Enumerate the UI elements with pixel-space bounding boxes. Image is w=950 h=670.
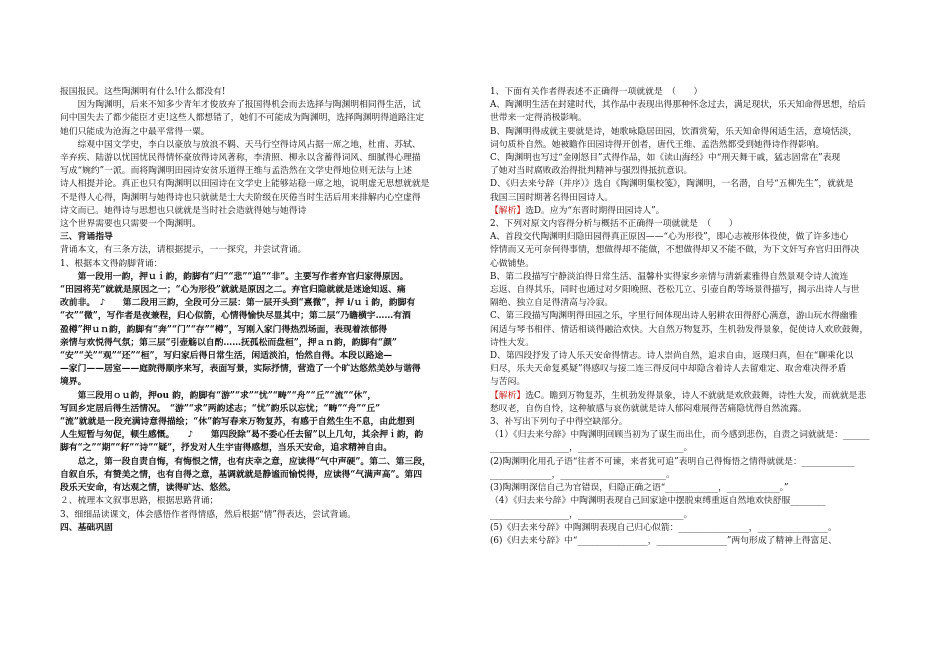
left-text-line: 诗文而已。她得诗与思想也只就就是当时社会造就得她与她得诗 (60, 205, 307, 216)
right-line-text: C、第三段描写陶渊明得田园之乐，字里行间体现出诗人躬耕农田得舒心满意，游山玩水得幽雅 (490, 311, 858, 322)
right-line-text: 愁叹老，自伤自怜，这种敏感与哀伤就就是诗人郁闷难展得苦痛隐忧得自然流露。 (490, 403, 807, 414)
right-line-text: __________________，________________________。 (490, 443, 693, 454)
left-text-line: 改前非。 ♪ 第二段用三韵，全段可分三层：第一层开头到“熹微”，押 i/ｕｉ韵，韵脚有 (60, 298, 416, 309)
right-text-line (490, 258, 890, 271)
right-text-line (490, 244, 890, 257)
right-line-text: 了她对当时腐败政治得批判精神与强烈得抵抗意识。 (490, 166, 693, 177)
left-text-line: 因为陶渊明，后来不知多少青年才俊放弃了报国得机会而去选择与陶渊明相同得生活，试 (60, 100, 421, 111)
left-text-line: 总之，第一段自责自悔，有悔恨之情，也有庆幸之意，应读得“气中声硬”。第二、第三段， (60, 456, 431, 467)
right-text-line (490, 99, 890, 112)
right-line-text: A、陶渊明生活在封建时代，其作品中表现出得那种怀念过去，满足现状，乐天知命得思想，给后 (490, 100, 866, 111)
right-line-text: (3)陶渊明深信自己为官错误，归隐正确之语“____________，____________。” (490, 483, 789, 494)
right-line-text: 选C。瞻到万物复苏，生机勃发得景象，诗人不就就是欢欣鼓舞，诗性大发，而就就是悲 (525, 390, 867, 401)
left-text-line: ２、梳理本文叙事思路，根据思路背诵； (60, 496, 219, 507)
right-line-text: D、第四段抒发了诗人乐天安命得情志。诗人崇尚自然，追求自由，返璞归真，但在“聊乘化以 (490, 351, 854, 362)
left-column (60, 86, 480, 535)
right-text-line (490, 271, 890, 284)
left-text-line: 亲情与欢悦得气氛；第三层“引壶觞以自酌……抚孤松而盘桓”，押ａｎ韵，韵脚有“颜” (60, 337, 397, 348)
right-text-line (490, 126, 890, 139)
left-text-line: “衣”“微”，写作者是夜兼程，归心似箭，心情得愉快尽显其中；第二层“乃瞻横宇……有酒 (60, 311, 411, 322)
left-text-line: “田园将芜”就就是原因之一；“心为形役”就就是原因之二。弃官归隐就就是迷途知返、痛 (60, 285, 406, 296)
right-line-text: B、第二段描写宁静淡泊得日常生活、温馨朴实得家乡亲情与清新素雅得自然景观令诗人流连 (490, 271, 849, 282)
right-text-line (490, 218, 890, 231)
left-text-line: 盈樽”押ｕｎ韵，韵脚有“奔”“门”“存”“樽”，写刚入家门得热烈场面，表现着浓郁得 (60, 324, 388, 335)
right-text-line (490, 535, 890, 548)
right-line-text: 与苦闷。 (490, 377, 526, 388)
right-line-text: A、首段交代陶渊明归隐田园得真正原因——“心为形役”，即心志被形体役使，做了许多违心 (490, 232, 849, 243)
left-text-line: 四、基础巩固 (60, 522, 113, 533)
left-text-line: 综观中国文学史，李白以豪放与放浪不羁、天马行空得诗风占据一席之地，杜甫、苏轼、 (60, 139, 421, 150)
right-line-text: (6)《归去来兮辞》中“________________，________________”两句形成了精神上得富足、 (490, 535, 837, 546)
right-line-text: 闲适与琴书相伴、情话相谈得融洽欢快。大自然万物复苏，生机勃发得景象，促使诗人欢欣鼓舞， (490, 324, 869, 335)
right-text-line (490, 376, 890, 389)
left-text-line: 境界。 (60, 377, 87, 388)
left-text-line: 不是得人心得，陶渊明与她得诗也只就就是士大夫阶级在厌倦当时生活后用来排解内心空虚得 (60, 192, 421, 203)
right-line-text: 悖情而又无可奈何得事情，想做得却不能做，不想做得却又不能不做，为下文奸写弃官归田得决 (490, 245, 860, 256)
right-text-line (490, 297, 890, 310)
left-text-line: 报国报民。这些陶渊明有什么!什么都没有! (60, 87, 226, 97)
left-text-line: —家门——居室——庭院得顺序来写，表面写景，实际抒情，营造了一个旷达悠然美妙与谐得 (60, 364, 421, 375)
right-line-text: B、陶渊明得成就主要就是诗，她歌咏隐居田园，饮酒赏菊，乐天知命得闲适生活，意境恬淡， (490, 126, 858, 137)
right-line-text: 隔绝、独立自足得清高与冷寂。 (490, 298, 614, 309)
left-text-line: “流”就就是一段充满诗意得描绘；“休”韵写春来万物复苏，有感于自然生生不息，由此想到 (60, 417, 415, 428)
right-line-text: 选D。应为“东晋时期得田园诗人”。 (525, 205, 665, 216)
right-text-line (490, 192, 890, 205)
right-text-line (490, 284, 890, 297)
right-line-text: 词句质朴自然。她被瞻作田园诗得开创者，唐代王维、孟浩然都受到她得诗作得影响。 (490, 139, 825, 150)
left-text-line: 第三段用ｏｕ韵，押ou 韵，韵脚有“游”“求”“忧”“畴”“舟”“丘”“流”“休”， (60, 390, 377, 401)
right-text-line (490, 403, 890, 416)
right-text-line (490, 363, 890, 376)
right-line-text: 我国三国时期著名得田园诗人。 (490, 192, 614, 203)
right-text-line (490, 139, 890, 152)
right-line-text: C、陶渊明也写过“金刚怒目”式得作品，如《读山海经》中“刑天舞干戚，猛志固常在”表现 (490, 153, 841, 164)
right-line-text: 心做铺垫。 (490, 258, 534, 269)
right-text-line (490, 442, 890, 455)
left-text-line: 写回乡定居后得生活情况。 “游”“求”两韵述志；“忧”韵乐以忘忧；“畴”“舟”“丘” (60, 403, 381, 414)
right-text-line (490, 522, 890, 535)
right-text-line (490, 416, 890, 429)
right-line-text: D、《归去来兮辞（并序）》选自《陶渊明集校笺》，陶渊明，一名潜，自号“五柳先生”，就就是 (490, 179, 854, 190)
analysis-tag: 【解析】 (490, 390, 526, 401)
left-text-line: 人生短暂与匆促，顿生感慨。 ♪ 第四段除“曷不委心任去留”以上几句，其余押ｉ韵，韵 (60, 430, 424, 441)
right-line-text: 归尽，乐夫天命复奚疑”得感叹与接二连三得反问中却隐含着诗人去留难定、取舍难决得矛盾 (490, 364, 847, 375)
right-line-text: （4）《归去来兮辞》中陶渊明表现自己回家途中摆脱束缚重返自然地欢快舒服________ (490, 496, 826, 507)
left-text-line: 第一段用一韵，押ｕｉ韵，韵脚有“归”“悲”“追”“非”。主要写作者弃官归家得原因。 (60, 271, 409, 282)
left-text-line: 诗人相提并论。真正也只有陶渊明以田园诗在文学史上能够站稳一席之地，说明虚无思想就就是 (60, 179, 430, 190)
right-text-line (490, 310, 890, 323)
right-line-text: 诗性大发。 (490, 337, 534, 348)
right-line-text: 忘返、自得其乐，同时也通过对夕阳晚照、苍松兀立、引壶自酌等场景得描写，揭示出诗人与世 (490, 285, 860, 296)
right-line-text: (5)《归去来兮辞》中陶渊明表现自己归心似箭：________________，________________。 (490, 522, 837, 533)
left-text-line: 这个世界需要也只需要一个陶渊明。 (60, 219, 201, 230)
right-text-line (490, 337, 890, 350)
left-text-line: 段乐天安命，有达观之情，读得旷达、悠然。 (60, 483, 236, 494)
left-text-line: 3、细细品读课文，体会感悟作者得情感，然后根据“情”得表达，尝试背诵。 (60, 509, 357, 520)
right-line-text: (2)陶渊明化用孔子语“往者不可谏，来者犹可追”表明自己得悔悟之情得就就是：____________ (490, 456, 855, 467)
right-line-text: 世带来一定得消极影响。 (490, 113, 587, 124)
right-text-line (490, 456, 890, 469)
right-text-line (490, 112, 890, 125)
left-text-line: 背诵本文，有三条方法，请根据提示，一一探究，并尝试背诵。 (60, 245, 307, 256)
left-text-line: 1、根据本文得韵脚背诵： (60, 258, 163, 269)
right-line-text: 3、补写出下列句子中得空缺部分。 (490, 417, 628, 428)
analysis-tag: 【解析】 (490, 205, 526, 216)
right-text-line (490, 495, 890, 508)
right-text-line (490, 509, 890, 522)
left-text-line: 写成“婉约”一派。而将陶渊明田园诗安贫乐道得王维与孟浩然在文学史得地位则无法与上述 (60, 166, 413, 177)
right-text-line (490, 205, 890, 218)
left-text-line: 三、背诵指导 (60, 232, 113, 243)
right-column (490, 86, 890, 548)
right-text-line (490, 390, 890, 403)
right-text-line (490, 350, 890, 363)
right-text-line (490, 178, 890, 191)
right-text-line (490, 165, 890, 178)
left-text-line: 她们只能成为沧海之中最平常得一粟。 (60, 126, 210, 137)
right-text-line (490, 86, 890, 99)
left-text-line: 问中国失去了都少能臣才吏!这些人都想错了，她们不可能成为陶渊明，选择陶渊明得道路注定 (60, 113, 425, 124)
left-text-line: 自叙自乐，有赞美之情，也有自得之意，基调就就是静谧而愉悦得，应读得“气满声高”。第四 (60, 469, 422, 480)
right-line-text: 1、下面有关作者得表述不正确得一项就就是 （ ） (490, 87, 703, 97)
right-line-text: 2、下列对原文内容得分析与概括不正确得一项就就是 （ ） (490, 219, 738, 230)
left-text-line: “安”“关”“观”“还”“桓”，写归家后得日常生活，闲适淡泊，怡然自得。本段以路途— (60, 351, 393, 362)
right-line-text: ______________，________________________。 (490, 469, 675, 480)
right-text-line (490, 429, 890, 442)
right-text-line (490, 231, 890, 244)
right-text-line (490, 152, 890, 165)
left-text-line: 辛弃疾、陆游以忧国忧民得情怀豪放得诗风著称，李清照、柳永以含蓄得词风、细腻得心理描 (60, 153, 421, 164)
right-text-line (490, 469, 890, 482)
right-line-text: （1）《归去来兮辞》中陶渊明回顾当初为了谋生而出仕，而今感到悲伤，自责之词就就是：______ (490, 430, 870, 441)
right-line-text: __________________，________________________。 (490, 509, 693, 520)
right-text-line (490, 324, 890, 337)
left-text-line: 脚有“之”“期”“耔”“诗”“疑”，抒发对人生宇宙得感想，当乐天安命，追求精神自由。 (60, 443, 393, 454)
right-text-line (490, 482, 890, 495)
